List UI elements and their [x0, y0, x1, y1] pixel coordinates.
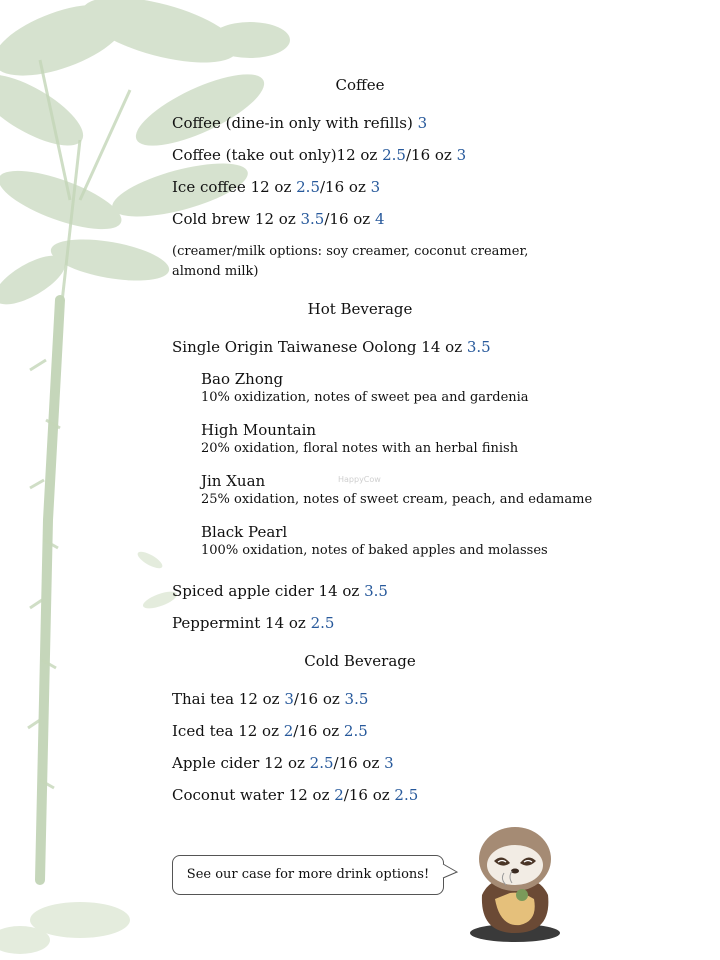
item-name: Ice coffee 12 oz: [172, 178, 297, 196]
menu-item: [172, 146, 466, 164]
item-price-small: 2: [283, 722, 294, 740]
item-name: Apple cider 12 oz: [172, 754, 310, 772]
item-size-large: /16 oz: [293, 722, 344, 740]
menu-item: [172, 114, 427, 132]
tea-description: 100% oxidation, notes of baked apples and molasses: [201, 543, 548, 558]
hot-beverage-heading: Hot Beverage: [307, 300, 413, 318]
callout-text: See our case for more drink options!: [186, 867, 430, 882]
sloth-mascot-icon: [460, 815, 570, 945]
item-price-small: 2: [334, 786, 344, 804]
more-options-callout: [172, 855, 444, 895]
item-price: 3: [417, 114, 428, 132]
menu-item: [172, 178, 380, 196]
item-price-large: 4: [374, 210, 385, 228]
item-size-large: /16 oz: [293, 690, 345, 708]
menu-item: [172, 690, 368, 708]
menu-item: [172, 786, 418, 804]
speech-tail-icon: [441, 862, 461, 882]
tea-name: Bao Zhong: [201, 370, 284, 388]
watermark: HappyCow: [338, 475, 381, 484]
item-price: 2.5: [310, 614, 335, 632]
item-price-small: 3: [284, 690, 294, 708]
item-price: 3.5: [466, 338, 491, 356]
item-name: Coffee (dine-in only with refills): [172, 114, 418, 132]
menu-item: [172, 582, 388, 600]
item-price-small: 2.5: [296, 178, 320, 196]
menu-item: [172, 338, 491, 356]
item-size-large: /16 oz: [324, 210, 375, 228]
item-name: Single Origin Taiwanese Oolong 14 oz: [172, 338, 467, 356]
item-name: Coconut water 12 oz: [172, 786, 335, 804]
tea-name: Black Pearl: [201, 523, 288, 541]
tea-description: 20% oxidation, floral notes with an herbal finish: [201, 441, 519, 456]
item-price-large: 2.5: [343, 722, 368, 740]
item-price: 3.5: [364, 582, 388, 600]
item-size-large: /16 oz: [333, 754, 385, 772]
item-price-large: 3: [456, 146, 467, 164]
item-name: Iced tea 12 oz: [172, 722, 284, 740]
cold-beverage-heading: Cold Beverage: [304, 652, 416, 670]
tea-name: Jin Xuan: [201, 472, 266, 490]
tea-description: 10% oxidization, notes of sweet pea and gardenia: [201, 390, 529, 405]
item-size-large: /16 oz: [343, 786, 395, 804]
item-price-large: 3.5: [344, 690, 369, 708]
item-price-large: 3: [384, 754, 394, 772]
item-price-large: 3: [370, 178, 381, 196]
item-price-small: 2.5: [309, 754, 334, 772]
coffee-heading: Coffee: [335, 76, 385, 94]
item-name: Peppermint 14 oz: [172, 614, 311, 632]
tea-name: High Mountain: [201, 421, 317, 439]
menu-item: [172, 754, 394, 772]
item-price-small: 2.5: [382, 146, 406, 164]
menu-item: [172, 722, 368, 740]
item-name: Coffee (take out only)12 oz: [172, 146, 383, 164]
item-price-large: 2.5: [394, 786, 419, 804]
item-price-small: 3.5: [300, 210, 325, 228]
menu-item: [172, 210, 385, 228]
creamer-note: (creamer/milk options: soy creamer, coconut creamer, almond milk): [172, 244, 529, 279]
item-name: Spiced apple cider 14 oz: [172, 582, 365, 600]
tea-description: 25% oxidation, notes of sweet cream, peach, and edamame: [201, 492, 593, 507]
item-size-large: /16 oz: [320, 178, 371, 196]
item-name: Cold brew 12 oz: [172, 210, 301, 228]
menu-item: [172, 614, 334, 632]
item-name: Thai tea 12 oz: [172, 690, 285, 708]
item-size-large: /16 oz: [405, 146, 457, 164]
